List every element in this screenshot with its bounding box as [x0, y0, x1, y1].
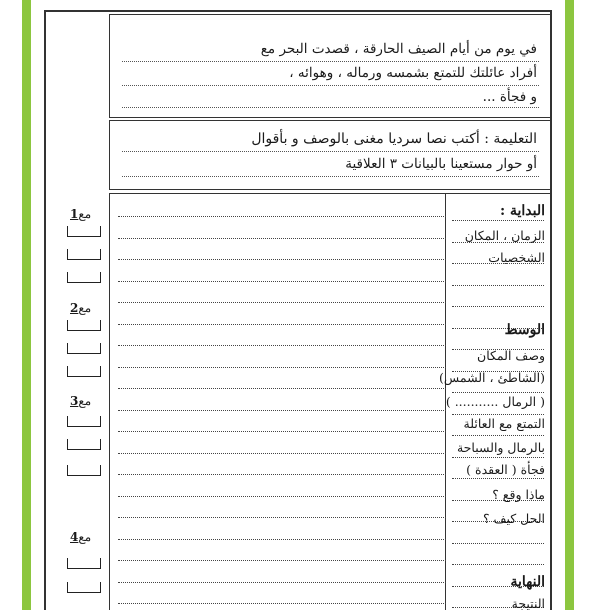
- outline-item: فجأة ( العقدة ): [466, 462, 545, 477]
- outline-item: الشخصيات: [488, 250, 545, 265]
- outline-line: [452, 285, 544, 286]
- prompt-dotline: [122, 85, 539, 86]
- score-bracket: [67, 320, 101, 331]
- outline-item: ماذا وقع ؟: [492, 487, 545, 502]
- outline-line: [452, 564, 544, 565]
- outline-line: [452, 220, 544, 221]
- score-bracket: [67, 465, 101, 476]
- outline-item: التمتع مع العائلة: [463, 416, 545, 431]
- criterion-label: [70, 207, 91, 221]
- criterion-number: 3: [70, 394, 79, 408]
- criterion-label: [70, 530, 91, 544]
- score-bracket: [67, 343, 101, 354]
- writing-line: [118, 345, 446, 346]
- writing-line: [118, 453, 446, 454]
- outline-item: الحل كيف ؟: [482, 511, 545, 526]
- outline-item: النتيجة: [511, 596, 545, 611]
- writing-line: [118, 259, 446, 260]
- score-bracket: [67, 558, 101, 569]
- score-bracket: [67, 366, 101, 377]
- outline-item: (الشاطئ ، الشمس): [439, 370, 545, 385]
- outline-line: [452, 392, 544, 393]
- writing-line: [118, 517, 446, 518]
- writing-line: [118, 410, 446, 411]
- writing-line: [118, 582, 446, 583]
- prompt-line-3: و فجأة ...: [482, 89, 537, 105]
- outline-line: [452, 457, 544, 458]
- outline-line: [452, 306, 544, 307]
- outline-item: بالرمال والسباحة: [456, 440, 545, 455]
- criterion-label-text: مع: [78, 207, 92, 221]
- left-border-stripe: [22, 0, 31, 610]
- criterion-number: 1: [70, 207, 79, 221]
- score-bracket: [67, 439, 101, 450]
- instruction-box: [109, 120, 552, 190]
- outline-item: البداية :: [499, 203, 545, 219]
- criterion-label-text: مع: [78, 301, 92, 315]
- criterion-label: [70, 301, 91, 315]
- instruction-line-1: التعليمة : أكتب نصا سرديا مغنى بالوصف و بأقوال: [251, 131, 537, 147]
- outline-item: النهاية: [510, 574, 545, 590]
- writing-line: [118, 474, 446, 475]
- criterion-number: 4: [70, 530, 79, 544]
- writing-line: [118, 496, 446, 497]
- score-bracket: [67, 416, 101, 427]
- writing-line: [118, 302, 446, 303]
- writing-line: [118, 431, 446, 432]
- outline-item: وصف المكان: [477, 348, 545, 363]
- score-bracket: [67, 249, 101, 260]
- outline-item: الزمان ، المكان: [464, 228, 545, 243]
- prompt-line-1: في يوم من أيام الصيف الحارقة ، قصدت البحر مع: [260, 41, 537, 57]
- score-bracket: [67, 272, 101, 283]
- writing-line: [118, 367, 446, 368]
- prompt-dotline: [122, 61, 539, 62]
- outline-item: ( الرمال ........... ): [445, 394, 545, 409]
- writing-line: [118, 539, 446, 540]
- criterion-number: 2: [70, 301, 79, 315]
- instruction-line-2: أو حوار مستعينا بالبيانات ٣ العلاقية: [345, 156, 537, 172]
- instruction-dotline: [122, 151, 539, 152]
- writing-line: [118, 603, 446, 604]
- writing-line: [118, 324, 446, 325]
- outline-line: [452, 414, 544, 415]
- writing-line: [118, 560, 446, 561]
- right-border-stripe: [565, 0, 574, 610]
- criterion-label-text: مع: [78, 530, 92, 544]
- outline-line: [452, 543, 544, 544]
- outline-item: الوسط: [504, 322, 545, 338]
- writing-line: [118, 388, 446, 389]
- outline-line: [452, 435, 544, 436]
- writing-line: [118, 216, 446, 217]
- writing-line: [118, 238, 446, 239]
- prompt-line-2: أفراد عائلتك للتمتع بشمسه ورماله ، وهوائه ،: [289, 65, 537, 81]
- score-bracket: [67, 582, 101, 593]
- prompt-dotline: [122, 107, 539, 108]
- instruction-dotline: [122, 176, 539, 177]
- score-bracket: [67, 226, 101, 237]
- outline-line: [452, 478, 544, 479]
- criterion-label-text: مع: [78, 394, 92, 408]
- criterion-label: [70, 394, 91, 408]
- writing-line: [118, 281, 446, 282]
- prompt-box: [109, 14, 552, 118]
